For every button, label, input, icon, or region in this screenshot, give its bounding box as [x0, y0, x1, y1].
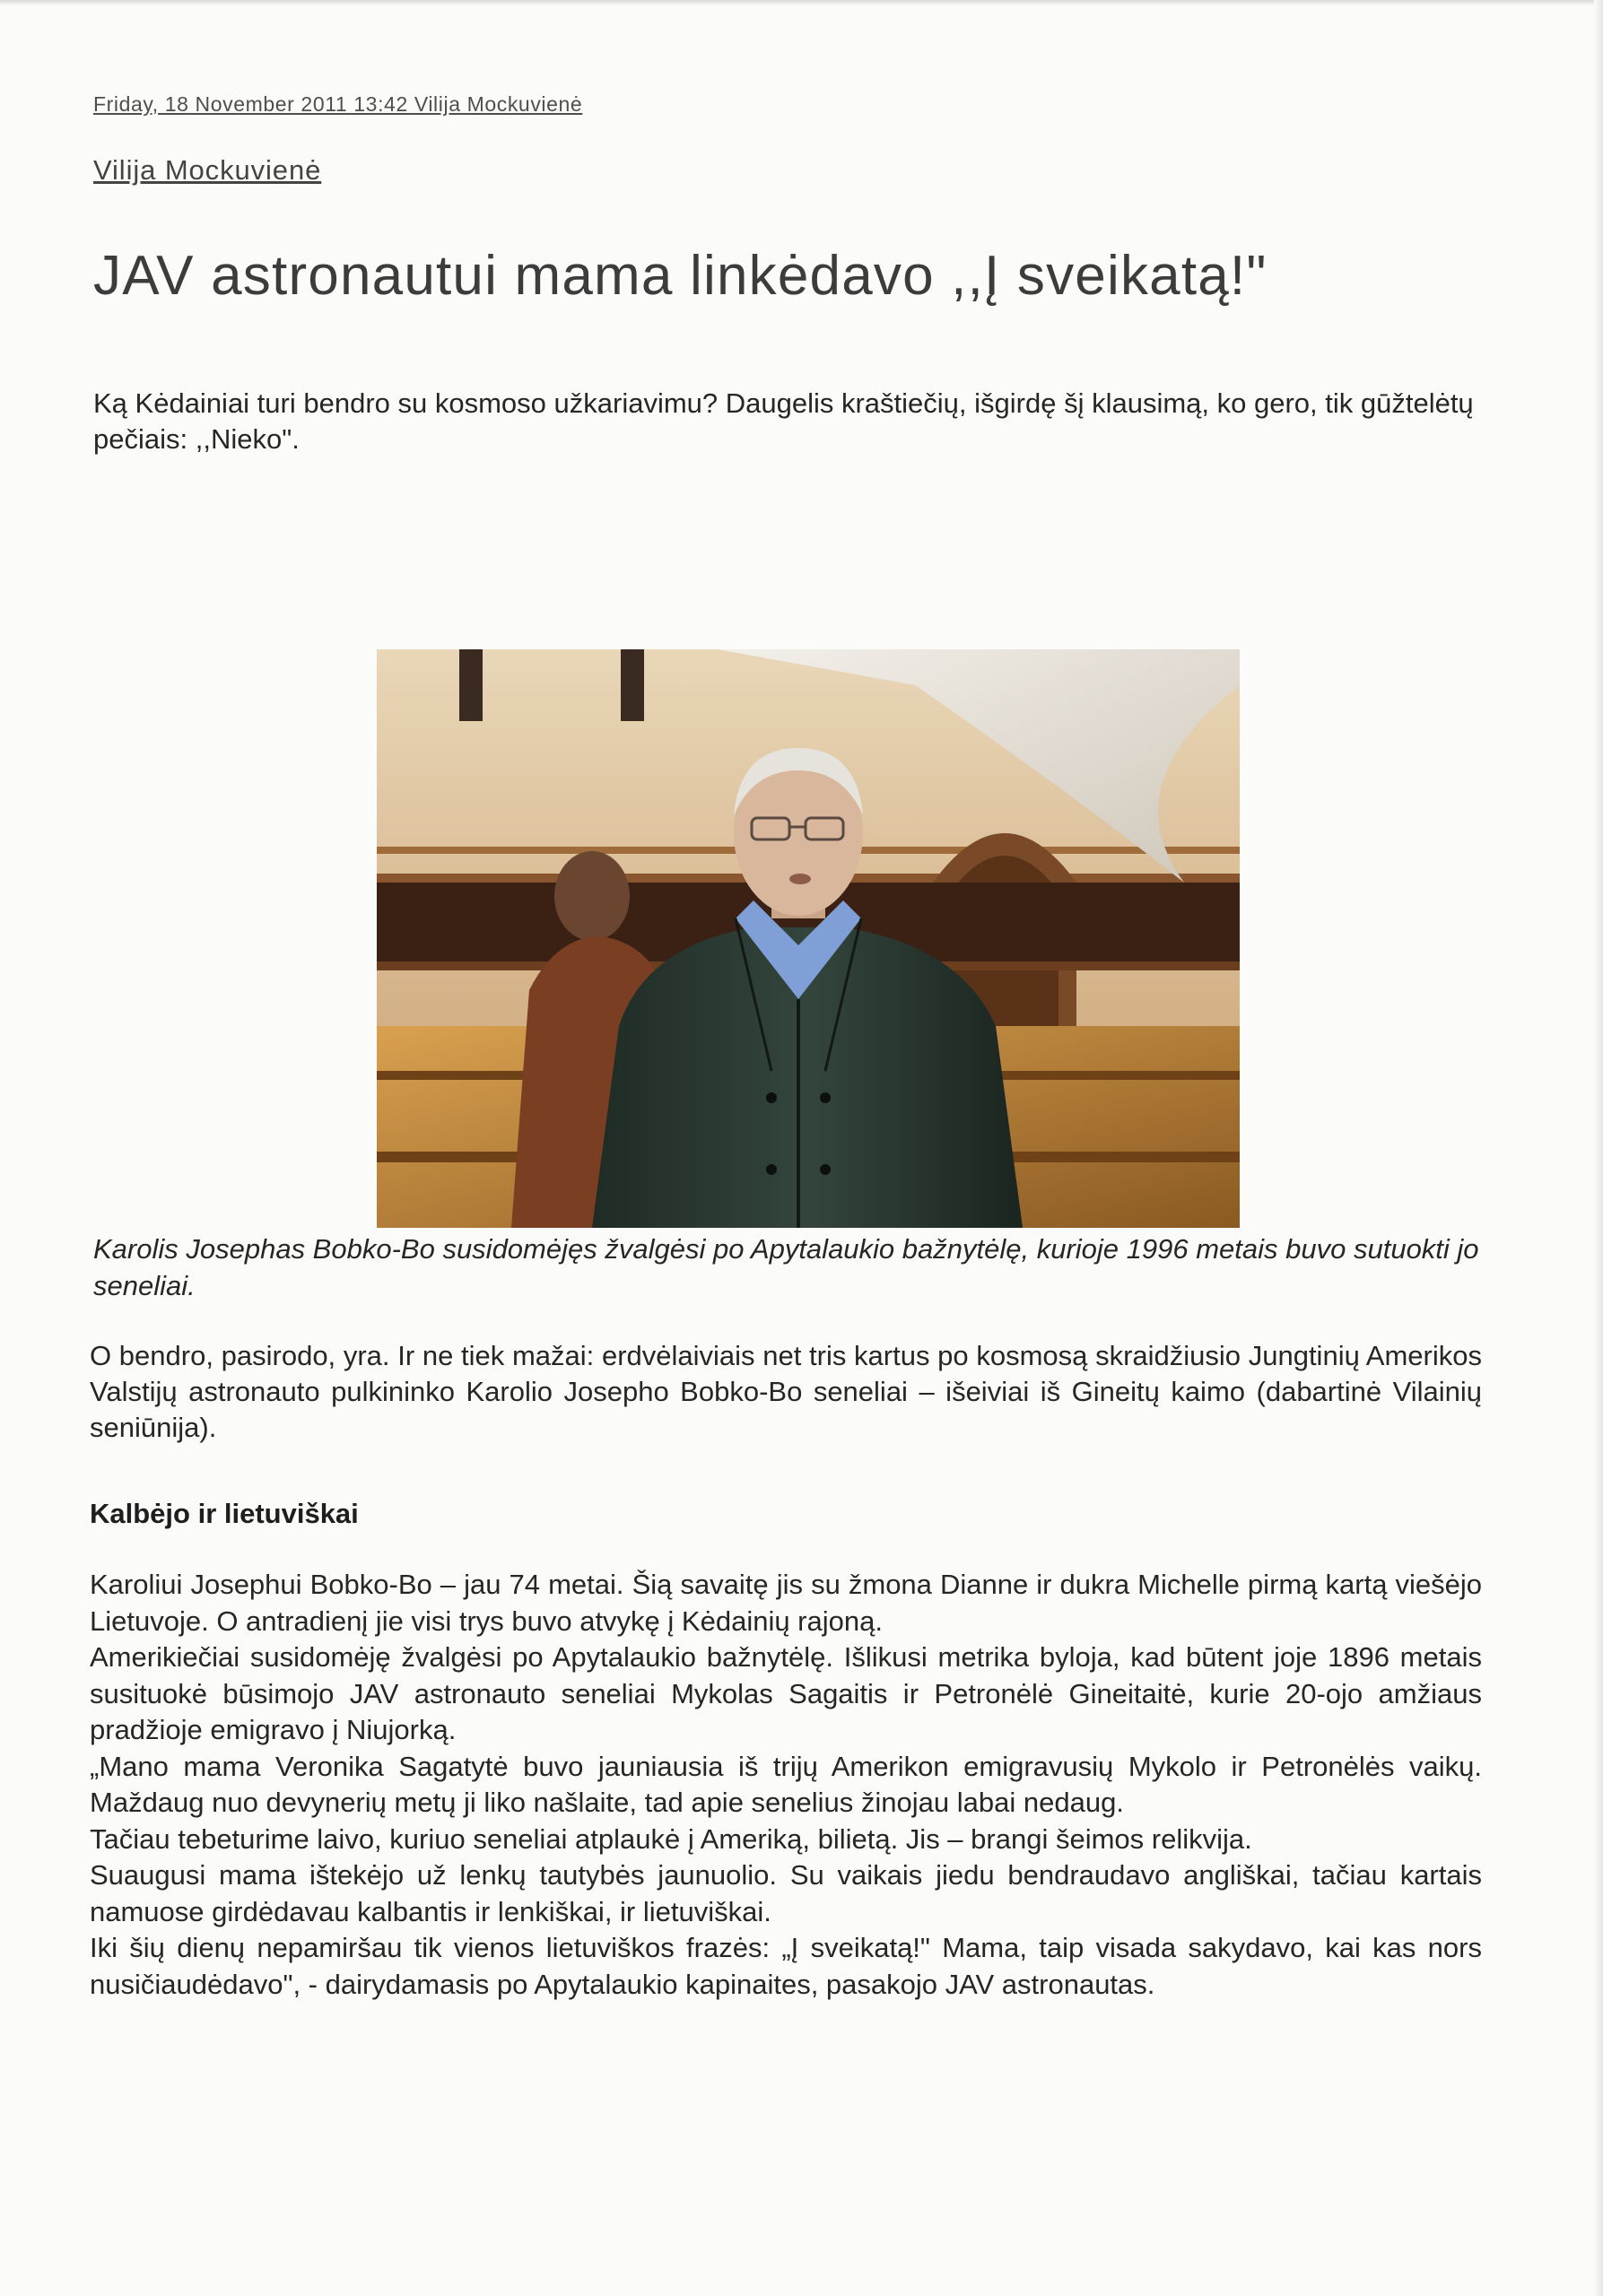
article-paragraph-1: O bendro, pasirodo, yra. Ir ne tiek mažai: erdvėlaiviais net tris kartus po kosmosą skraidžiusio Jungtinių Amerikos Valstijų astronauto pulkininko Karolio Josepho Bobko-Bo seneliai – išeiviai iš Gineitų kaimo (dabartinė Vilainių seniūnija).	[90, 1340, 1482, 1443]
article-title: JAV astronautui mama linkėdavo ,,Į sveikatą!"	[93, 245, 1268, 307]
photo-caption: Karolis Josephas Bobko-Bo susidomėjęs žvalgėsi po Apytalaukio bažnytėlę, kurioje 1996 metais buvo sutuokti jo seneliai.	[93, 1233, 1479, 1301]
scan-edge-top	[0, 0, 1603, 5]
scan-edge-right	[1594, 0, 1603, 2296]
body-paragraph: Iki šių dienų nepamiršau tik vienos lietuviškos frazės: „Į sveikatą!" Mama, taip visada sakydavo, kai kas nors nusičiaudėdavo", - dairydamasis po Apytalaukio kapinaites, pasakojo JAV astronautas.	[90, 1932, 1482, 2000]
article-lead: Ką Kėdainiai turi bendro su kosmoso užkariavimu? Daugelis kraštiečių, išgirdę šį klausimą, ko gero, tik gūžtelėtų pečiais: ,,Nieko".	[93, 387, 1474, 455]
article-photo	[377, 649, 1240, 1228]
article-body	[90, 1567, 1482, 2003]
article-author-link[interactable]: Vilija Mockuvienė	[93, 154, 322, 186]
body-paragraph: Karoliui Josephui Bobko-Bo – jau 74 metai. Šią savaitę jis su žmona Dianne ir dukra Michelle pirmą kartą viešėjo Lietuvoje. O antradienį jie visi trys buvo atvykę į Kėdainių rajoną.	[90, 1569, 1482, 1637]
article-meta-line[interactable]: Friday, 18 November 2011 13:42 Vilija Mockuvienė	[93, 92, 583, 116]
body-paragraph: Tačiau tebeturime laivo, kuriuo seneliai atplaukė į Ameriką, bilietą. Jis – brangi šeimos relikvija.	[90, 1822, 1252, 1855]
article-subheading: Kalbėjo ir lietuviškai	[90, 1498, 359, 1529]
body-paragraph: „Mano mama Veronika Sagatytė buvo jauniausia iš trijų Amerikon emigravusių Mykolo ir Petronėlės vaikų. Maždaug nuo devynerių metų ji liko našlaite, tad apie senelius žinojau labai nedaug.	[90, 1750, 1482, 1818]
body-paragraph: Suaugusi mama ištekėjo už lenkų tautybės jaunuolio. Su vaikais jiedu bendraudavo angliškai, tačiau kartais namuose girdėdavau kalbantis ir lenkiškai, ir lietuviškai.	[90, 1859, 1482, 1927]
body-paragraph: Amerikiečiai susidomėję žvalgėsi po Apytalaukio bažnytėlę. Išlikusi metrika byloja, kad būtent joje 1896 metais susituokė būsimojo JAV astronauto seneliai Mykolas Sagaitis ir Petronėlė Gineitaitė, kurie 20-ojo amžiaus pradžioje emigravo į Niujorką.	[90, 1641, 1482, 1745]
